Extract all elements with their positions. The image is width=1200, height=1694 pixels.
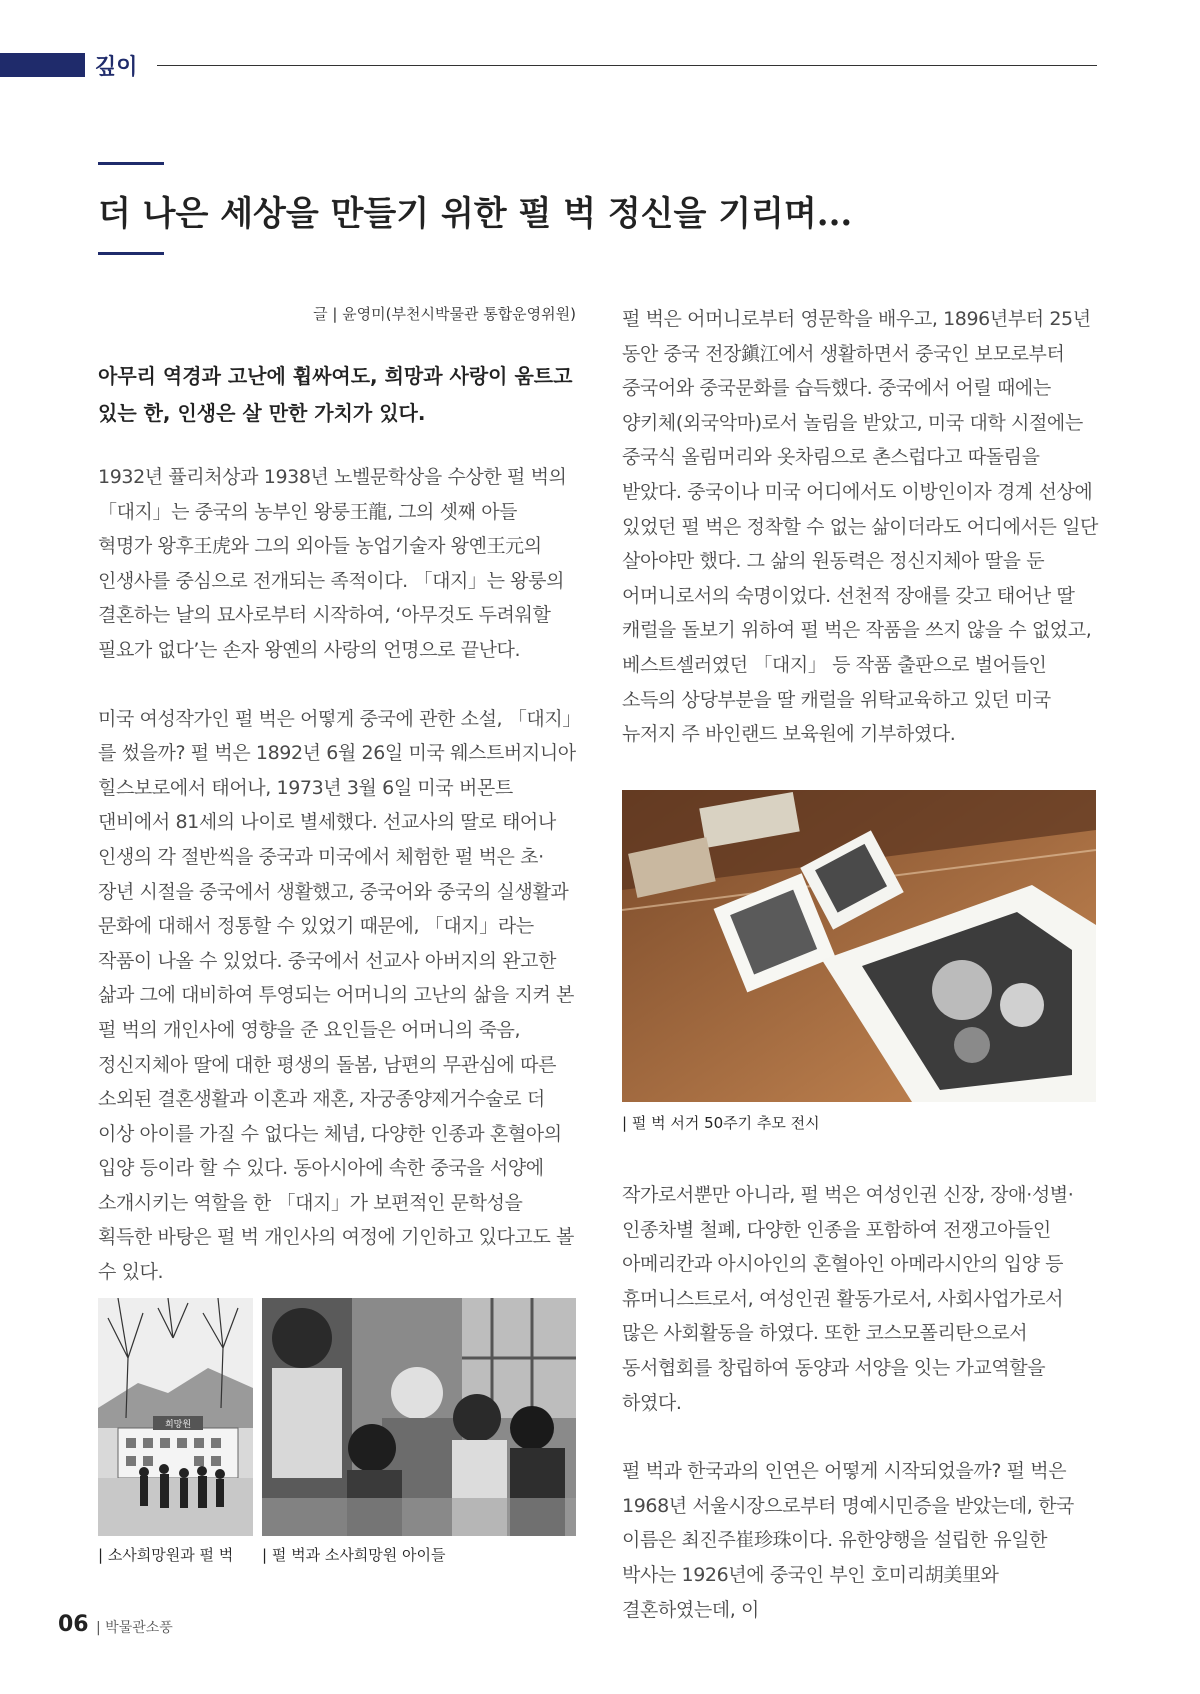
byline: 글 | 윤영미(부천시박물관 통합운영위원)	[313, 305, 576, 323]
section-label: 깊이	[95, 55, 138, 80]
exhibit-photo	[622, 790, 1096, 1102]
magazine-name: | 박물관소풍	[96, 1620, 173, 1636]
paragraph: 펄 벅과 한국과의 인연은 어떻게 시작되었을까? 펄 벅은 1968년 서울시장으로부터 명예시민증을 받았는데, 한국 이름은 최진주崔珍珠이다. 유한양행을 설립한 유일한 박사는 1926년에 중국인 부인 호미리胡美里와 결혼하였는데, 이	[622, 1460, 1074, 1621]
paragraph: 작가로서뿐만 아니라, 펄 벅은 여성인권 신장, 장애·성별·인종차별 철폐, 다양한 인종을 포함하여 전쟁고아들인 아메리칸과 아시아인의 혼혈아인 아메라시안의 입양 등 휴머니스트로서, 여성인권 활동가로서, 사회사업가로서 많은 사회활동을 하였다. 또한 코스모폴리탄으로서 동서협회를 창립하여 동양과 서양을 잇는 가교역할을 하였다.	[622, 1184, 1074, 1414]
section-bar	[0, 53, 85, 77]
orphanage-caption: | 소사희망원과 펄 벅	[98, 1546, 234, 1564]
children-photo	[262, 1298, 576, 1536]
orphanage-sign-text: 희망원	[164, 1420, 192, 1430]
lead-paragraph: 아무리 역경과 고난에 휩싸여도, 희망과 사랑이 움트고 있는 한, 인생은 살 만한 가치가 있다.	[98, 364, 573, 425]
title-rule-bottom	[98, 252, 164, 255]
article-title: 더 나은 세상을 만들기 위한 펄 벅 정신을 기리며...	[98, 194, 853, 234]
paragraph: 미국 여성작가인 펄 벅은 어떻게 중국에 관한 소설, 「대지」를 썼을까? 펄 벅은 1892년 6월 26일 미국 웨스트버지니아 힐스보로에서 태어나, 1973년 3월 6일 미국 버몬트 댄비에서 81세의 나이로 별세했다. 선교사의 딸로 태어나 인생의 각 절반씩을 중국과 미국에서 체험한 펄 벅은 초·장년 시절을 중국에서 생활했고, 중국어와 중국의 실생활과 문화에 대해서 정통할 수 있었기 때문에, 「대지」라는 작품이 나올 수 있었다. 중국에서 선교사 아버지의 완고한 삶과 그에 대비하여 투영되는 어머니의 고난의 삶을 지켜 본 펄 벅의 개인사에 영향을 준 요인들은 어머니의 죽음, 정신지체아 딸에 대한 평생의 돌봄, 남편의 무관심에 따른 소외된 결혼생활과 이혼과 재혼, 자궁종양제거수술로 더 이상 아이를 가질 수 없다는 체념, 다양한 인종과 혼혈아의 입양 등이라 할 수 있다. 동아시아에 속한 중국을 서양에 소개시키는 역할을 한 「대지」가 보편적인 문학성을 획득한 바탕은 펄 벅 개인사의 여정에 기인하고 있다고도 볼 수 있다.	[98, 707, 576, 1284]
children-caption: | 펄 벅과 소사희망원 아이들	[262, 1546, 446, 1564]
exhibit-caption: | 펄 벅 서거 50주기 추모 전시	[622, 1114, 820, 1132]
title-rule-top	[98, 162, 164, 165]
orphanage-photo	[98, 1298, 253, 1536]
right-column-bottom	[622, 1178, 1100, 1627]
paragraph: 펄 벅은 어머니로부터 영문학을 배우고, 1896년부터 25년 동안 중국 전장鎭江에서 생활하면서 중국인 보모로부터 중국어와 중국문화를 습득했다. 중국에서 어릴 때에는 양키체(외국악마)로서 놀림을 받았고, 미국 대학 시절에는 중국식 올림머리와 옷차림으로 촌스럽다고 따돌림을 받았다. 중국이나 미국 어디에서도 이방인이자 경계 선상에 있었던 펄 벅은 정착할 수 없는 삶이더라도 어디에서든 일단 살아야만 했다. 그 삶의 원동력은 정신지체아 딸을 둔 어머니로서의 숙명이었다. 선천적 장애를 갖고 태어난 딸 캐럴을 돌보기 위하여 펄 벅은 작품을 쓰지 않을 수 없었고, 베스트셀러였던 「대지」 등 작품 출판으로 벌어들인 소득의 상당부분을 딸 캐럴을 위탁교육하고 있던 미국 뉴저지 주 바인랜드 보육원에 기부하였다.	[622, 308, 1099, 746]
right-column-top	[622, 302, 1100, 752]
page-number: 06	[58, 1612, 89, 1637]
header-rule	[157, 65, 1097, 66]
left-column-body	[98, 460, 576, 1290]
paragraph: 1932년 퓰리처상과 1938년 노벨문학상을 수상한 펄 벅의 「대지」는 중국의 농부인 왕룽王龍, 그의 셋째 아들 혁명가 왕후王虎와 그의 외아들 농업기술자 왕옌王元의 인생사를 중심으로 전개되는 족적이다. 「대지」는 왕룽의 결혼하는 날의 묘사로부터 시작하여, ‘아무것도 두려워할 필요가 없다’는 손자 왕옌의 사랑의 언명으로 끝난다.	[98, 466, 567, 661]
